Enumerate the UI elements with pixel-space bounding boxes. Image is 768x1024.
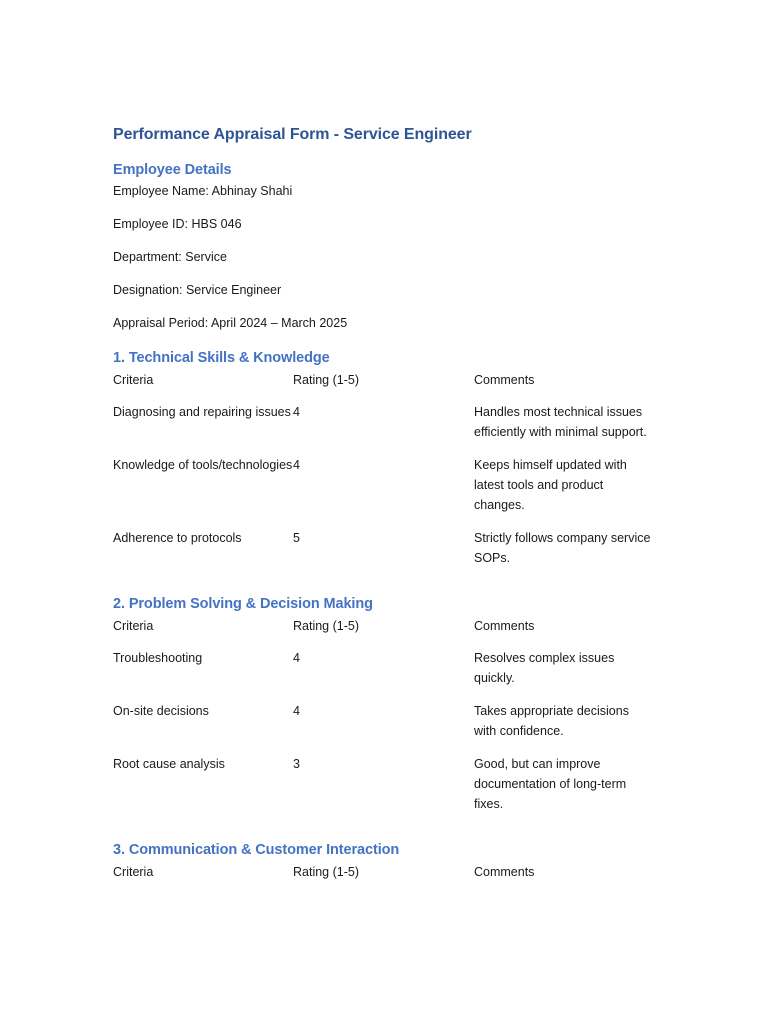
rating-cell: 4 [293,458,300,472]
column-header-rating: Rating (1-5) [293,373,359,387]
section-3-header-row [113,862,673,882]
rating-cell: 4 [293,405,300,419]
rating-cell: 5 [293,531,300,545]
employee-details-heading: Employee Details [113,162,232,178]
section-2-header-row [113,616,673,636]
criteria-cell: Troubleshooting [113,651,203,665]
table-row [113,648,673,688]
criteria-cell: On-site decisions [113,704,209,718]
comment-cell: Handles most technical issues efficiently with minimal support. [474,405,647,439]
column-header-criteria: Criteria [113,619,154,633]
document-title: Performance Appraisal Form - Service Engineer [113,126,472,143]
table-row [113,402,673,442]
rating-cell: 4 [293,704,300,718]
table-row [113,754,673,814]
comment-cell: Good, but can improve documentation of long-term fixes. [474,757,627,811]
section-1-heading: 1. Technical Skills & Knowledge [113,350,330,366]
comment-cell: Keeps himself updated with latest tools and product changes. [474,458,627,512]
column-header-comments: Comments [474,619,535,633]
column-header-comments: Comments [474,865,535,879]
table-row [113,701,673,741]
table-row [113,455,673,515]
column-header-rating: Rating (1-5) [293,865,359,879]
comment-cell: Resolves complex issues quickly. [474,651,615,685]
criteria-cell: Diagnosing and repairing issues [113,405,291,419]
table-row [113,528,673,568]
column-header-criteria: Criteria [113,865,154,879]
department-field: Department: Service [113,250,227,264]
employee-name-field: Employee Name: Abhinay Shahi [113,184,293,198]
designation-field: Designation: Service Engineer [113,283,282,297]
appraisal-period-field: Appraisal Period: April 2024 – March 2025 [113,316,348,330]
employee-id-field: Employee ID: HBS 046 [113,217,242,231]
rating-cell: 4 [293,651,300,665]
column-header-criteria: Criteria [113,373,154,387]
column-header-rating: Rating (1-5) [293,619,359,633]
section-3-heading: 3. Communication & Customer Interaction [113,842,400,858]
section-1-header-row [113,370,673,390]
comment-cell: Strictly follows company service SOPs. [474,531,651,565]
section-2-heading: 2. Problem Solving & Decision Making [113,596,373,612]
column-header-comments: Comments [474,373,535,387]
rating-cell: 3 [293,757,300,771]
criteria-cell: Root cause analysis [113,757,225,771]
criteria-cell: Adherence to protocols [113,531,242,545]
comment-cell: Takes appropriate decisions with confidence. [474,704,629,738]
criteria-cell: Knowledge of tools/technologies [113,458,293,472]
document-page [113,124,673,894]
